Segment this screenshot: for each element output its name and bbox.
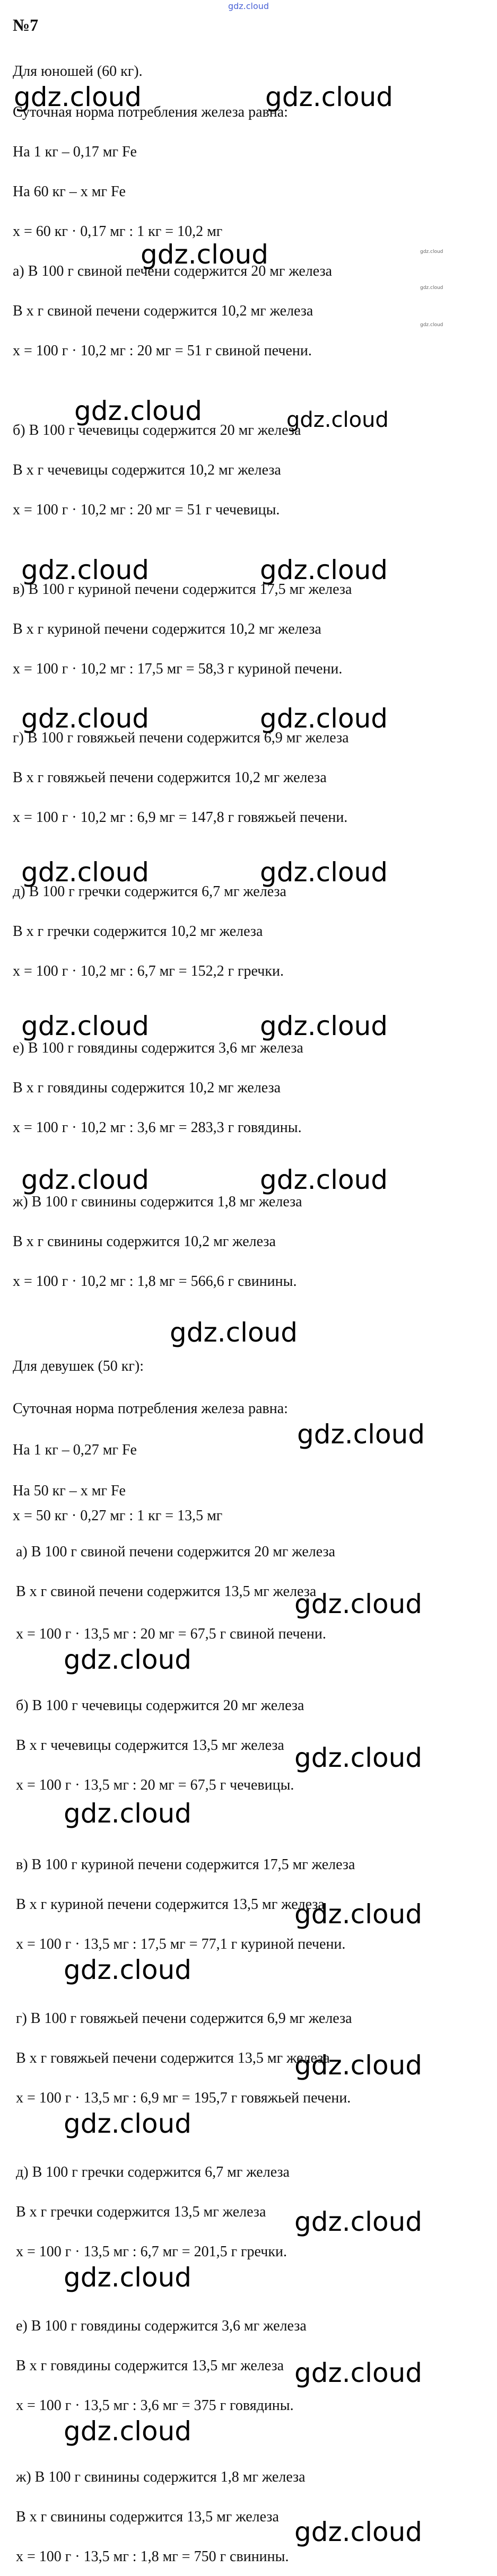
girls-f-given: е) В 100 г говядины содержится 3,6 мг железа	[16, 2318, 307, 2334]
girls-for-weight: На 50 кг – x мг Fe	[13, 1483, 126, 1499]
boys-c-result: x = 100 г · 10,2 мг : 17,5 мг = 58,3 г куриной печени.	[13, 661, 343, 677]
boys-norm-calc: x = 60 кг · 0,17 мг : 1 кг = 10,2 мг	[13, 223, 223, 240]
watermark: gdz.cloud	[64, 2108, 192, 2139]
girls-d-given: г) В 100 г говяжьей печени содержится 6,9 мг железа	[16, 2010, 352, 2027]
watermark: gdz.cloud	[260, 1164, 388, 1195]
small-watermark: gdz.cloud	[420, 285, 443, 291]
girls-e-given: д) В 100 г гречки содержится 6,7 мг железа	[16, 2164, 290, 2180]
boys-heading: Для юношей (60 кг).	[13, 63, 143, 80]
top-watermark: gdz.cloud	[228, 1, 269, 11]
boys-daily-norm: Суточная норма потребления железа равна:	[13, 104, 288, 120]
watermark: gdz.cloud	[64, 1798, 192, 1829]
boys-b-result: x = 100 г · 10,2 мг : 20 мг = 51 г чечевицы.	[13, 502, 280, 518]
girls-e-result: x = 100 г · 13,5 мг : 6,7 мг = 201,5 г гречки.	[16, 2244, 287, 2260]
watermark: gdz.cloud	[294, 2206, 423, 2237]
watermark: gdz.cloud	[294, 2517, 423, 2547]
boys-e-given: д) В 100 г гречки содержится 6,7 мг железа	[13, 883, 286, 900]
girls-c-result: x = 100 г · 13,5 мг : 17,5 мг = 77,1 г куриной печени.	[16, 1936, 346, 1952]
watermark: gdz.cloud	[170, 1317, 298, 1348]
girls-f-result: x = 100 г · 13,5 мг : 3,6 мг = 375 г говядины.	[16, 2397, 294, 2414]
boys-d-result: x = 100 г · 10,2 мг : 6,9 мг = 147,8 г говяжьей печени.	[13, 809, 348, 826]
watermark: gdz.cloud	[21, 857, 150, 888]
boys-a-unknown: В x г свиной печени содержится 10,2 мг железа	[13, 303, 313, 319]
girls-daily-norm: Суточная норма потребления железа равна:	[13, 1400, 288, 1417]
boys-b-unknown: В x г чечевицы содержится 10,2 мг железа	[13, 462, 281, 478]
boys-e-unknown: В x г гречки содержится 10,2 мг железа	[13, 923, 263, 940]
girls-b-unknown: В x г чечевицы содержится 13,5 мг железа	[16, 1737, 284, 1754]
girls-a-result: x = 100 г · 13,5 мг : 20 мг = 67,5 г свиной печени.	[16, 1626, 326, 1642]
girls-b-result: x = 100 г · 13,5 мг : 20 мг = 67,5 г чечевицы.	[16, 1777, 294, 1793]
girls-d-unknown: В x г говяжьей печени содержится 13,5 мг железа	[16, 2050, 330, 2066]
watermark: gdz.cloud	[64, 2416, 192, 2447]
boys-g-unknown: В x г свинины содержится 10,2 мг железа	[13, 1233, 276, 1250]
boys-per-kg: На 1 кг – 0,17 мг Fe	[13, 144, 137, 160]
watermark: gdz.cloud	[260, 703, 388, 734]
boys-g-result: x = 100 г · 10,2 мг : 1,8 мг = 566,6 г свинины.	[13, 1273, 297, 1290]
watermark: gdz.cloud	[260, 857, 388, 888]
small-watermark: gdz.cloud	[420, 322, 443, 328]
girls-d-result: x = 100 г · 13,5 мг : 6,9 мг = 195,7 г говяжьей печени.	[16, 2090, 351, 2106]
watermark: gdz.cloud	[297, 1419, 425, 1450]
watermark: gdz.cloud	[64, 1955, 192, 1985]
problem-title: №7	[13, 15, 39, 34]
watermark: gdz.cloud	[294, 1742, 423, 1773]
girls-g-unknown: В x г свинины содержится 13,5 мг железа	[16, 2509, 279, 2525]
watermark: gdz.cloud	[294, 1899, 423, 1930]
watermark: gdz.cloud	[260, 555, 388, 585]
boys-f-result: x = 100 г · 10,2 мг : 3,6 мг = 283,3 г говядины.	[13, 1119, 302, 1136]
boys-d-given: г) В 100 г говяжьей печени содержится 6,9 мг железа	[13, 730, 349, 746]
small-watermark: gdz.cloud	[420, 249, 443, 255]
watermark: gdz.cloud	[21, 1164, 150, 1195]
boys-b-given: б) В 100 г чечевицы содержится 20 мг железа	[13, 422, 301, 439]
boys-d-unknown: В x г говяжьей печени содержится 10,2 мг железа	[13, 769, 327, 786]
girls-f-unknown: В x г говядины содержится 13,5 мг железа	[16, 2358, 284, 2374]
watermark: gdz.cloud	[21, 1011, 150, 1041]
girls-e-unknown: В x г гречки содержится 13,5 мг железа	[16, 2204, 266, 2220]
boys-g-given: ж) В 100 г свинины содержится 1,8 мг железа	[13, 1194, 302, 1210]
girls-c-given: в) В 100 г куриной печени содержится 17,5 мг железа	[16, 1856, 355, 1873]
watermark: gdz.cloud	[294, 2358, 423, 2388]
boys-f-unknown: В x г говядины содержится 10,2 мг железа	[13, 1080, 281, 1096]
boys-a-given: а) В 100 г свиной печени содержится 20 мг железа	[13, 263, 333, 279]
boys-c-unknown: В x г куриной печени содержится 10,2 мг железа	[13, 621, 321, 637]
watermark: gdz.cloud	[294, 1589, 423, 1619]
girls-g-given: ж) В 100 г свинины содержится 1,8 мг железа	[16, 2469, 306, 2485]
watermark: gdz.cloud	[74, 396, 203, 426]
watermark: gdz.cloud	[14, 82, 142, 112]
girls-per-kg: На 1 кг – 0,27 мг Fe	[13, 1442, 137, 1458]
girls-b-given: б) В 100 г чечевицы содержится 20 мг железа	[16, 1697, 304, 1714]
girls-a-given: а) В 100 г свиной печени содержится 20 мг железа	[16, 1544, 336, 1560]
watermark: gdz.cloud	[141, 239, 269, 270]
watermark: gdz.cloud	[64, 1644, 192, 1675]
boys-a-result: x = 100 г · 10,2 мг : 20 мг = 51 г свиной печени.	[13, 343, 312, 359]
boys-e-result: x = 100 г · 10,2 мг : 6,7 мг = 152,2 г гречки.	[13, 963, 284, 979]
girls-heading: Для девушек (50 кг):	[13, 1358, 144, 1374]
watermark: gdz.cloud	[286, 408, 389, 432]
watermark: gdz.cloud	[21, 555, 150, 585]
watermark: gdz.cloud	[294, 2050, 423, 2081]
boys-for-weight: На 60 кг – x мг Fe	[13, 183, 126, 200]
girls-norm-calc: x = 50 кг · 0,27 мг : 1 кг = 13,5 мг	[13, 1508, 223, 1524]
watermark: gdz.cloud	[21, 703, 150, 734]
girls-c-unknown: В x г куриной печени содержится 13,5 мг железа	[16, 1896, 325, 1913]
watermark: gdz.cloud	[260, 1011, 388, 1041]
watermark: gdz.cloud	[64, 2262, 192, 2293]
boys-c-given: в) В 100 г куриной печени содержится 17,5 мг железа	[13, 581, 352, 598]
girls-g-result: x = 100 г · 13,5 мг : 1,8 мг = 750 г свинины.	[16, 2548, 289, 2565]
watermark: gdz.cloud	[265, 82, 394, 112]
girls-a-unknown: В x г свиной печени содержится 13,5 мг железа	[16, 1583, 317, 1600]
boys-f-given: е) В 100 г говядины содержится 3,6 мг железа	[13, 1040, 303, 1056]
